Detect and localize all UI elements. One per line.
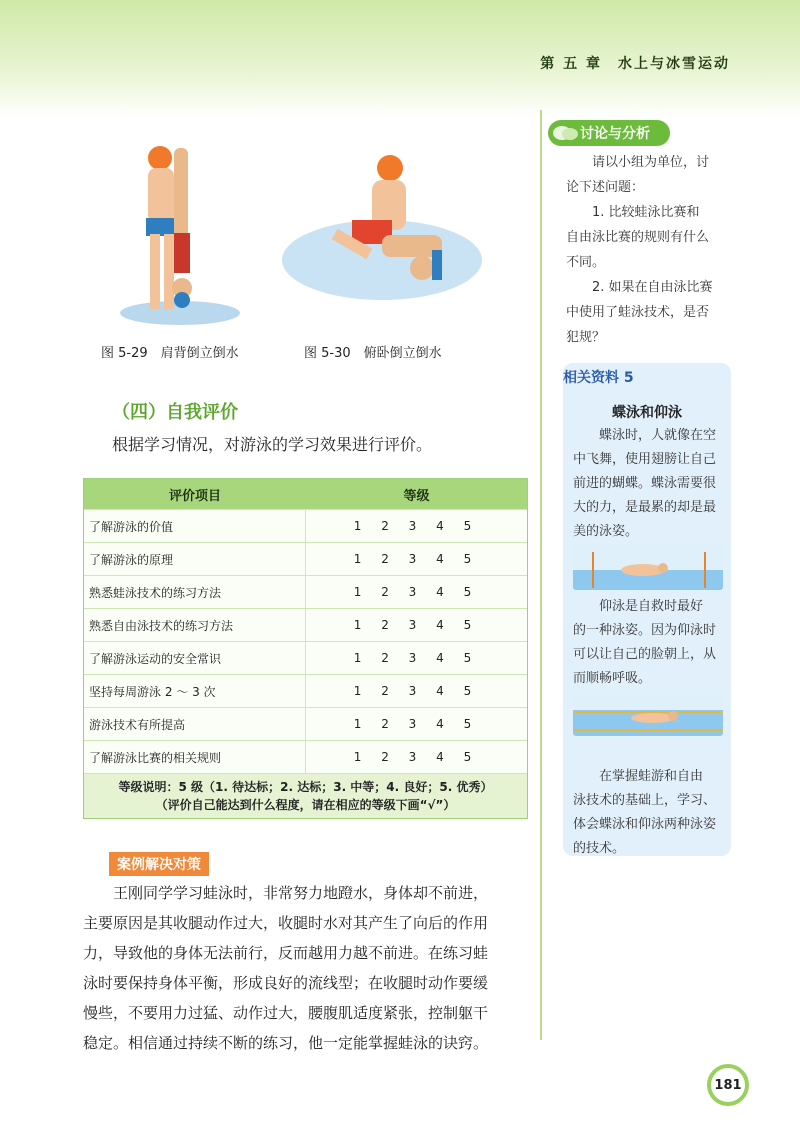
- discussion-line: 不同。: [566, 255, 606, 270]
- section-intro: 根据学习情况，对游泳的学习效果进行评价。: [112, 435, 433, 454]
- discussion-label: 讨论与分析: [580, 126, 650, 142]
- header-grade: 等级: [403, 488, 430, 504]
- related-line: 可以让自己的脸朝上，从: [573, 647, 717, 662]
- discussion-line: 中使用了蛙泳技术，是否: [566, 305, 710, 320]
- discussion-line: 论下述问题：: [566, 180, 645, 195]
- related-line: 美的泳姿。: [573, 524, 639, 539]
- case-line: 主要原因是其收腿动作过大，收腿时水对其产生了向后的作用: [83, 914, 489, 932]
- case-text: [83, 878, 529, 1058]
- related-line: 大的力，是最累的却是最: [573, 500, 717, 515]
- figure-caption-5-30: 图 5-30 俯卧倒立倒水: [304, 346, 442, 361]
- table-row: [84, 740, 527, 773]
- note-line-2: （评价自己能达到什么程度，请在相应的等级下画“√”）: [155, 798, 456, 812]
- table-row: [84, 641, 527, 674]
- row-grade: 1 2 3 4 5: [353, 552, 480, 566]
- chapter-title: 第 五 章 水上与冰雪运动: [540, 56, 730, 72]
- row-item: 坚持每周游泳 2 ～ 3 次: [84, 675, 306, 707]
- note-line-1: 等级说明：5 级（1. 待达标；2. 达标；3. 中等；4. 良好；5. 优秀）: [118, 780, 493, 794]
- table-row: [84, 608, 527, 641]
- sidebar-divider: [540, 110, 542, 1040]
- discussion-line: 自由泳比赛的规则有什么: [566, 230, 710, 245]
- row-item: 熟悉蛙泳技术的练习方法: [84, 576, 306, 608]
- butterfly-swim-thumbnail: [573, 544, 723, 590]
- table-row: [84, 674, 527, 707]
- row-item: 游泳技术有所提高: [84, 708, 306, 740]
- figure-caption-5-29: 图 5-29 肩背倒立倒水: [101, 346, 239, 361]
- row-grade: 1 2 3 4 5: [353, 684, 480, 698]
- discussion-badge: [548, 120, 670, 146]
- row-grade: 1 2 3 4 5: [353, 585, 480, 599]
- row-item: 了解游泳的原理: [84, 543, 306, 575]
- row-grade: 1 2 3 4 5: [353, 750, 480, 764]
- table-header: [84, 479, 527, 509]
- discussion-line: 犯规？: [566, 330, 606, 345]
- evaluation-table: [83, 478, 528, 819]
- related-paragraph-3: [573, 765, 725, 861]
- related-tab: 相关资料 5: [563, 370, 634, 386]
- figure-shoulder-inversion: [100, 138, 250, 328]
- case-line: 稳定。相信通过持续不断的练习，他一定能掌握蛙泳的诀窍。: [83, 1034, 489, 1052]
- related-title: 蝶泳和仰泳: [612, 405, 682, 421]
- discussion-icon: [552, 123, 580, 143]
- backstroke-thumbnail: [573, 690, 723, 736]
- discussion-line: 1. 比较蛙泳比赛和: [566, 205, 700, 220]
- related-paragraph-1: [573, 424, 725, 544]
- related-line: 在掌握蛙游和自由: [573, 769, 704, 784]
- case-line: 王刚同学学习蛙泳时，非常努力地蹬水，身体却不前进，: [83, 884, 489, 902]
- section-title: （四）自我评价: [112, 402, 238, 423]
- case-line: 力，导致他的身体无法前行，反而越用力越不前进。在练习蛙: [83, 944, 489, 962]
- row-item: 熟悉自由泳技术的练习方法: [84, 609, 306, 641]
- related-line: 的一种泳姿。因为仰泳时: [573, 623, 717, 638]
- row-grade: 1 2 3 4 5: [353, 717, 480, 731]
- case-line: 泳时要保持身体平衡，形成良好的流线型；在收腿时动作要缓: [83, 974, 489, 992]
- row-item: 了解游泳运动的安全常识: [84, 642, 306, 674]
- discussion-text: [566, 150, 736, 350]
- table-row: [84, 509, 527, 542]
- case-label: 案例解决对策: [109, 852, 209, 876]
- related-line: 的技术。: [573, 841, 626, 856]
- related-line: 前进的蝴蝶。蝶泳需要很: [573, 476, 717, 491]
- related-line: 蝶泳时，人就像在空: [573, 428, 717, 443]
- case-line: 慢些，不要用力过猛、动作过大，腰腹肌适度紧张，控制躯干: [83, 1004, 489, 1022]
- related-line: 中飞舞，使用翅膀让自己: [573, 452, 717, 467]
- related-line: 体会蝶泳和仰泳两种泳姿: [573, 817, 717, 832]
- table-row: [84, 575, 527, 608]
- discussion-line: 请以小组为单位，讨: [566, 155, 710, 170]
- related-paragraph-2: [573, 595, 725, 691]
- table-note: [84, 773, 527, 818]
- discussion-line: 2. 如果在自由泳比赛: [566, 280, 713, 295]
- header-item: 评价项目: [168, 488, 221, 504]
- table-row: [84, 707, 527, 740]
- related-line: 仰泳是自救时最好: [573, 599, 704, 614]
- related-line: 而顺畅呼吸。: [573, 671, 652, 686]
- row-grade: 1 2 3 4 5: [353, 651, 480, 665]
- row-item: 了解游泳的价值: [84, 510, 306, 542]
- related-line: 泳技术的基础上，学习、: [573, 793, 717, 808]
- page-number: 181: [707, 1064, 749, 1106]
- table-row: [84, 542, 527, 575]
- row-grade: 1 2 3 4 5: [353, 519, 480, 533]
- row-grade: 1 2 3 4 5: [353, 618, 480, 632]
- figure-prone-inversion: [272, 150, 482, 320]
- row-item: 了解游泳比赛的相关规则: [84, 741, 306, 773]
